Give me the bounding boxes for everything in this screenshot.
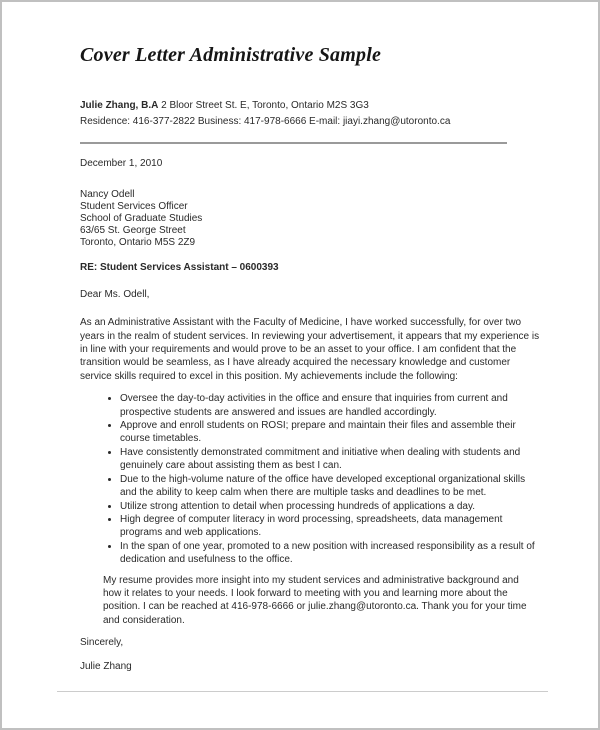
signature-name: Julie Zhang — [80, 660, 132, 672]
achievement-item: • Have consistently demonstrated commitment and initiative when dealing with students and genuinely care about assisting them as best I can. — [120, 446, 537, 473]
valediction: Sincerely, — [80, 637, 124, 649]
subject-line: RE: Student Services Assistant – 0600393 — [80, 262, 279, 274]
sender-name: Julie Zhang, B.A — [80, 100, 159, 111]
sender-phone-email: Residence: 416-377-2822 Business: 417-978-6666 E-mail: jiayi.zhang@utoronto.ca — [80, 116, 451, 127]
achievement-item: • High degree of computer literacy in word processing, spreadsheets, data management programs and web applications. — [120, 513, 537, 540]
achievement-item: • Oversee the day-to-day activities in the office and ensure that inquiries from current and prospective students are answered and issues are handled accordingly. — [120, 392, 537, 419]
letter-date: December 1, 2010 — [80, 158, 163, 169]
recipient-street: 63/65 St. George Street — [80, 225, 186, 237]
achievements-list — [80, 392, 537, 566]
recipient-department: School of Graduate Studies — [80, 213, 203, 225]
page-title: Cover Letter Administrative Sample — [80, 44, 382, 66]
achievement-item: • Due to the high-volume nature of the office have developed exceptional organizational skills and the ability to keep calm when there are multiple tasks and deadlines to be met. — [120, 473, 537, 500]
sender-address: 2 Bloor Street St. E, Toronto, Ontario M2S 3G3 — [161, 100, 369, 111]
achievement-item: • Approve and enroll students on ROSI; prepare and maintain their files and assemble their course timetables. — [120, 419, 537, 446]
footer-divider — [57, 691, 548, 692]
salutation: Dear Ms. Odell, — [80, 288, 150, 300]
sender-contact-block — [80, 98, 540, 130]
intro-paragraph: As an Administrative Assistant with the Faculty of Medicine, I have worked successfully, for over two years in the realm of student services. In reviewing your advertisement, it appears that my experience is in line with your requirements and would prove to be an asset to your office. I am confident that the transition would be seamless, as I have already acquired the necessary knowledge and customer service skills required to excel in this position. My achievements include the following: — [80, 317, 540, 382]
letter-content — [2, 43, 598, 673]
recipient-name: Nancy Odell — [80, 189, 135, 201]
achievement-item: • In the span of one year, promoted to a new position with increased responsibility as a result of dedication and usefulness to the office. — [120, 540, 537, 567]
header-divider — [80, 142, 507, 144]
closing-paragraph: My resume provides more insight into my student services and administrative background and how it relates to your needs. I look forward to meeting with you and learning more about the position. I can be reached at 416-978-6666 or julie.zhang@utoronto.ca. Thank you for your time and consideration. — [103, 574, 527, 626]
achievement-item: • Utilize strong attention to detail when processing hundreds of applications a day. — [120, 500, 537, 513]
recipient-title: Student Services Officer — [80, 201, 188, 213]
recipient-city: Toronto, Ontario M5S 2Z9 — [80, 237, 196, 249]
recipient-address-block — [80, 189, 540, 249]
